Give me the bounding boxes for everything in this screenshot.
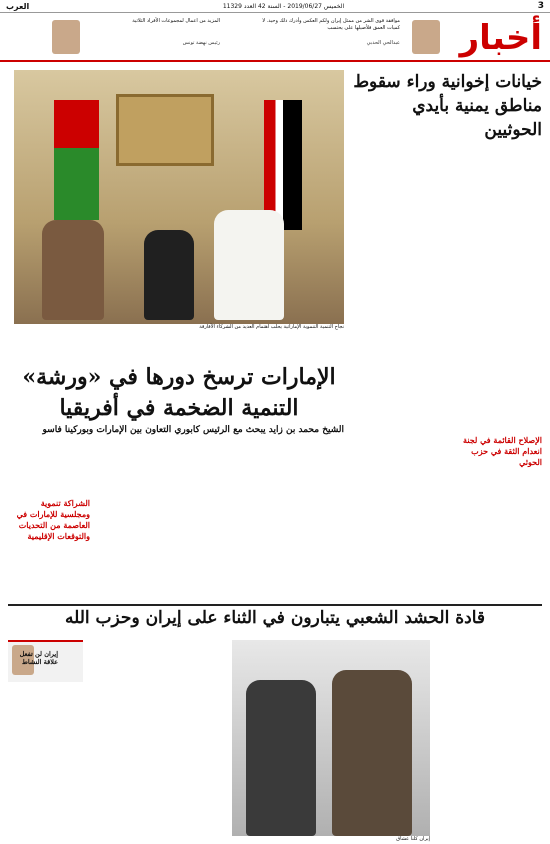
issue-date: الخميس 2019/06/27 - السنة 42 العدد 11329: [222, 2, 345, 10]
pull-quote-2: الشراكة تنموية ومجلسية للإمارات في العاصمة من التحديات والتوقعات الإقليمية: [16, 498, 90, 541]
article-3-col-d: [436, 640, 542, 836]
portrait-frame: [116, 94, 214, 166]
columnist-photo-1: [412, 20, 440, 54]
section-title: أخبار: [459, 18, 542, 58]
columnist-photo-2: [52, 20, 80, 54]
headline-2: الإمارات ترسخ دورها في «ورشة» التنمية الضخمة في أفريقيا: [22, 364, 336, 421]
person-3: [214, 210, 284, 320]
masthead-logo: العرب: [6, 1, 30, 11]
article-2-col-c: [96, 445, 172, 600]
article-2-col-d: [178, 445, 258, 600]
flag-left: [54, 100, 99, 220]
person-1: [42, 220, 104, 320]
article-1-col-c: [450, 485, 542, 600]
article-1-intro: [352, 125, 542, 235]
speaker-photo: [232, 640, 430, 836]
quote-2: المزيد من اعمال لمجموعات الأفراد الثلاثية: [132, 18, 220, 24]
article-2-col-e: [264, 445, 344, 600]
person-5: [332, 670, 412, 836]
person-2: [144, 230, 194, 320]
person-4: [246, 680, 316, 836]
section-header: [0, 14, 550, 62]
article-2-col-b: [14, 545, 90, 600]
article-1-col-a: [450, 240, 542, 430]
article-1-col-b: [352, 240, 444, 600]
photo-caption-2: إيران كلنا عشاق: [396, 836, 430, 842]
headline-3: قادة الحشد الشعبي يتبارون في الثناء على إيران وحزب الله: [64, 608, 486, 628]
section-divider: [8, 604, 542, 606]
page-number: 3: [537, 1, 544, 11]
pull-quote-1: الإصلاح القائمة في لجنة انعدام الثقة في حزب الحوثي: [463, 435, 542, 467]
article-3-col-a: [8, 686, 83, 836]
photo-caption-1: نجاح التنمية التنموية الإماراتية يحلب اهتمام العديد من الشركاء الأفارقة: [199, 324, 344, 330]
article-3-col-c: [160, 640, 226, 836]
side-box-text: إيران لن تفعل علاقة النشاط: [19, 650, 58, 666]
top-bar: [0, 0, 550, 13]
quote-1: موافقة قوى الشر من ممثل إيران ولكم العكس وأدرك ذلك وحيد. لا كميات العمق فلأصيلها على يحتسب: [262, 18, 400, 31]
article-3-col-b: [88, 640, 154, 836]
headline-1: خيانات إخوانية وراء سقوط مناطق يمنية بأيدي الحوثيين: [353, 72, 542, 140]
article-2-col-a: [14, 445, 90, 495]
byline-2: رئيس نهضة تونس: [182, 40, 220, 46]
byline-1: عبدالحي الحدبي: [366, 40, 400, 46]
subhead-2: الشيخ محمد بن زايد يبحث مع الرئيس كابوري التعاون بين الإمارات وبوركينا فاسو: [42, 425, 344, 435]
meeting-photo: [14, 70, 344, 324]
